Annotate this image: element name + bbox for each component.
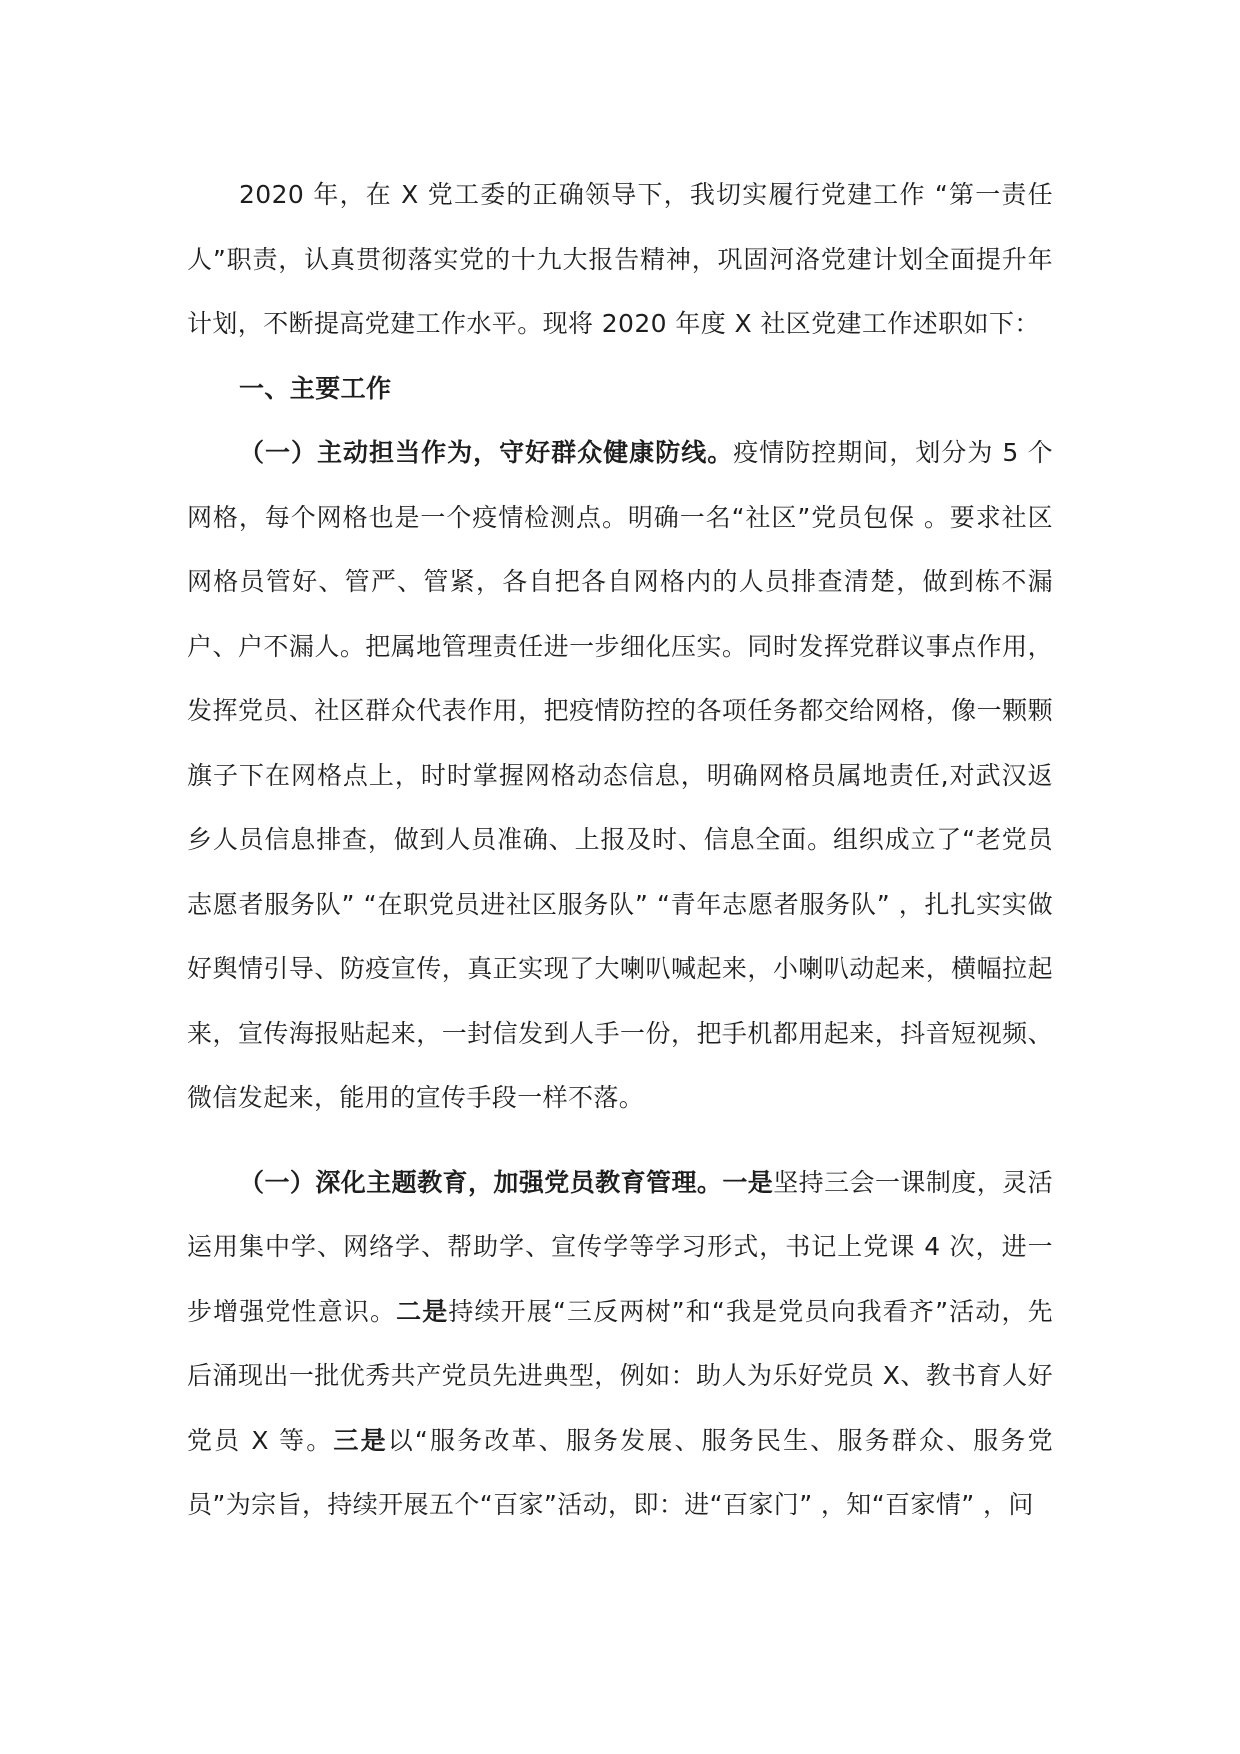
item-2-paragraph xyxy=(187,1151,1053,1538)
item-2-keyword-3: 三是 xyxy=(333,1425,388,1455)
item-2-text-3: 以“服务改革、服务发展、服务民生、服务群众、服务党员”为宗旨，持续开展五个“百家”活动，即：进“百家门” ，知“百家情” ，问 xyxy=(187,1425,1053,1519)
item-2-lead: （一）深化主题教育，加强党员教育管理。 xyxy=(239,1167,723,1197)
item-1-paragraph xyxy=(187,421,1053,1131)
document-body xyxy=(187,163,1053,1538)
intro-paragraph: 2020 年，在 X 党工委的正确领导下，我切实履行党建工作 “第一责任人”职责，认真贯彻落实党的十九大报告精神，巩固河洛党建计划全面提升年计划，不断提高党建工作水平。现将 2020 年度 X 社区党建工作述职如下： xyxy=(187,180,1053,338)
item-2-text-2: 持续开展“三反两树”和“我是党员向我看齐”活动，先后涌现出一批优秀共产党员先进典型，例如：助人为乐好党员 X、教书育人好党员 X 等。 xyxy=(187,1296,1053,1455)
item-2-text-1: 坚持三会一课制度，灵活运用集中学、网络学、帮助学、宣传学等学习形式，书记上党课 4 次，进一步增强党性意识。 xyxy=(187,1167,1053,1326)
item-1-lead: （一）主动担当作为，守好群众健康防线。 xyxy=(239,438,734,467)
item-2-keyword-1: 一是 xyxy=(722,1167,774,1197)
paragraph-spacer xyxy=(187,1131,1053,1151)
item-1-body: 疫情防控期间，划分为 5 个网格，每个网格也是一个疫情检测点。明确一名“社区”党员包保 。要求社区网格员管好、管严、管紧，各自把各自网格内的人员排查清楚，做到栋不漏户、户不漏人。把属地管理责任进一步细化压实。同时发挥党群议事点作用，发挥党员、社区群众代表作用，把疫情防控的各项任务都交给网格，像一颗颗旗子下在网格点上，时时掌握网格动态信息，明确网格员属地责任,对武汉返乡人员信息排查，做到人员准确、上报及时、信息全面。组织成立了“老党员志愿者服务队” “在职党员进社区服务队” “青年志愿者服务队” ，扎扎实实做好舆情引导、防疫宣传，真正实现了大喇叭喊起来，小喇叭动起来，横幅拉起来，宣传海报贴起来，一封信发到人手一份，把手机都用起来，抖音短视频、微信发起来，能用的宣传手段一样不落。 xyxy=(187,438,1053,1112)
section-heading: 一、主要工作 xyxy=(239,373,392,403)
item-2-keyword-2: 二是 xyxy=(396,1296,449,1326)
